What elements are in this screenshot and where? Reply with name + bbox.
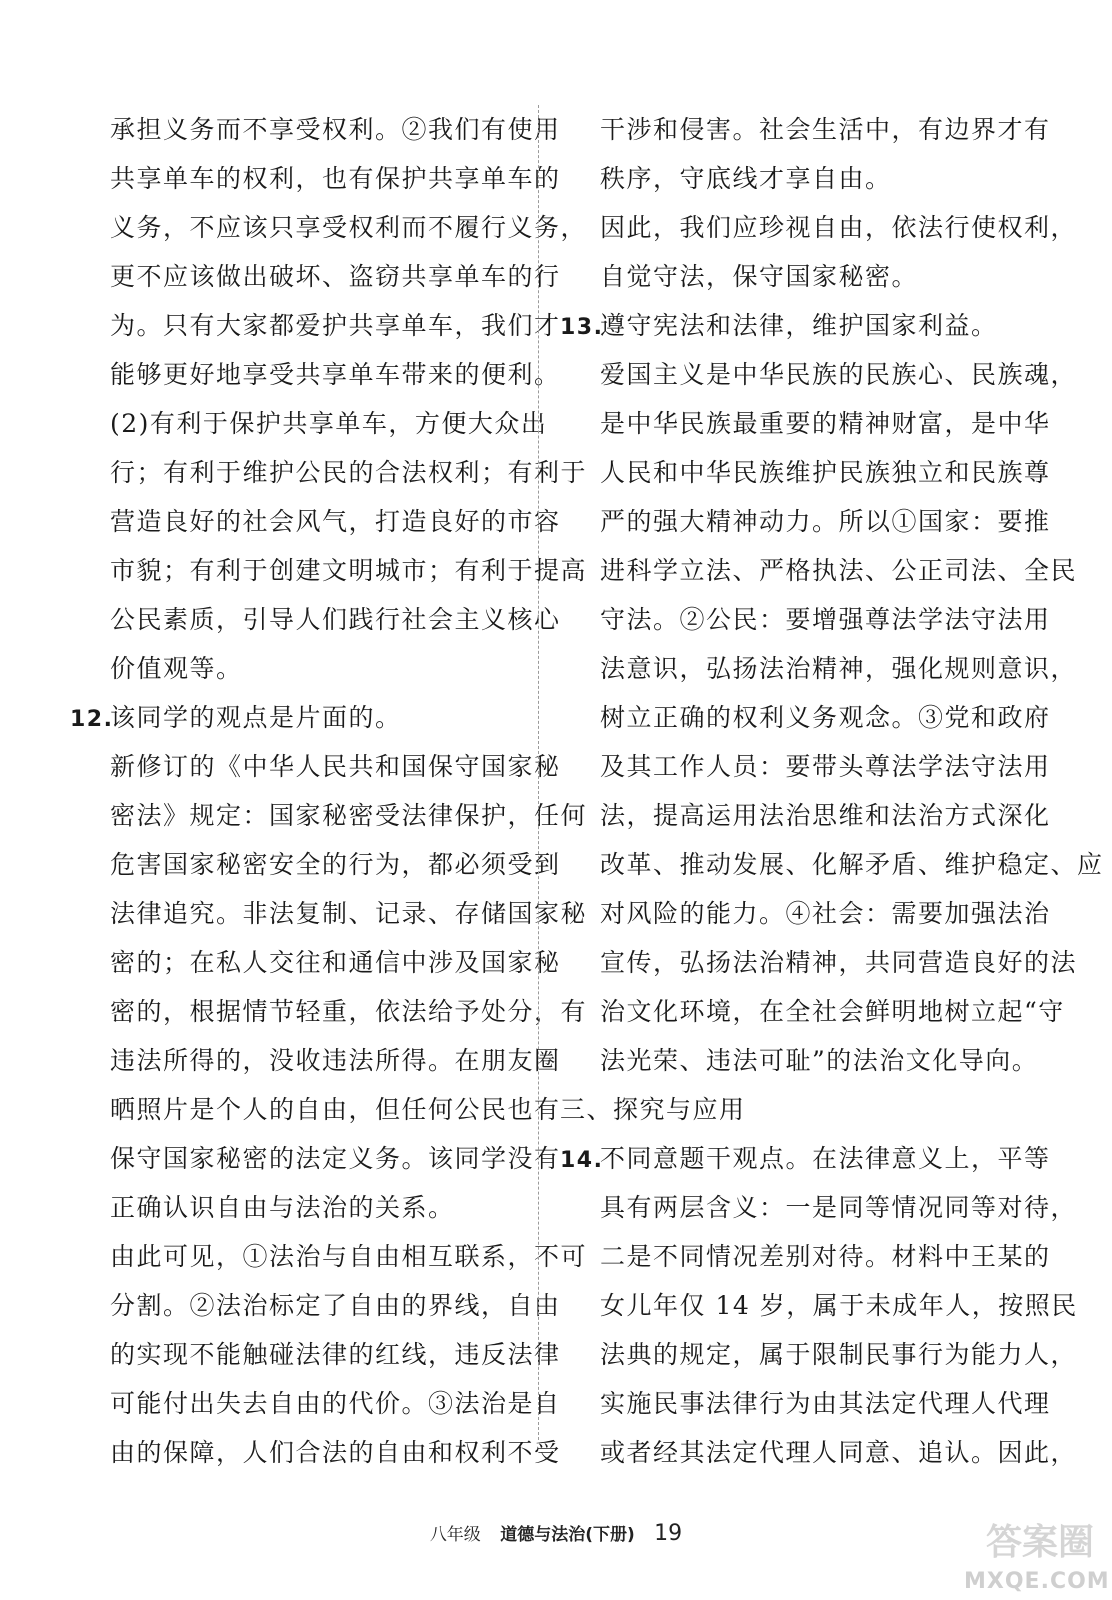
line-text: 法，提高运用法治思维和法治方式深化	[600, 801, 1051, 830]
text-line	[70, 252, 561, 301]
text-line	[70, 1183, 522, 1232]
line-text: 法典的规定，属于限制民事行为能力人，	[600, 1340, 1078, 1369]
line-text: 法律追究。非法复制、记录、存储国家秘	[110, 899, 588, 928]
line-text: 不同意题干观点。在法律意义上，平等	[600, 1144, 1051, 1173]
text-line	[560, 154, 990, 203]
question-number: 13.	[560, 315, 604, 340]
line-text: 可能付出失去自由的代价。③法治是自	[110, 1389, 561, 1418]
line-text: 具有两层含义：一是同等情况同等对待，	[600, 1193, 1078, 1222]
line-text: 或者经其法定代理人同意、追认。因此，	[600, 1438, 1078, 1467]
page-number: 19	[654, 1521, 683, 1546]
line-text: 营造良好的社会风气，打造良好的市容	[110, 507, 561, 536]
line-text: 危害国家秘密安全的行为，都必须受到	[110, 850, 561, 879]
line-text: 违法所得的，没收违法所得。在朋友圈	[110, 1046, 561, 1075]
line-text: 由的保障，人们合法的自由和权利不受	[110, 1438, 561, 1467]
line-text: 新修订的《中华人民共和国保守国家秘	[110, 752, 561, 781]
line-text: 干涉和侵害。社会生活中，有边界才有	[600, 115, 1051, 144]
text-line	[560, 889, 1051, 938]
text-line	[560, 1085, 990, 1134]
watermark	[964, 1514, 1110, 1594]
text-line	[70, 546, 588, 595]
text-line	[70, 1232, 588, 1281]
line-text: 改革、推动发展、化解矛盾、维护稳定、应	[600, 850, 1104, 879]
column-divider	[538, 105, 539, 1440]
text-line	[70, 350, 561, 399]
text-line	[560, 595, 1051, 644]
line-text: 能够更好地享受共享单车带来的便利。	[110, 360, 561, 389]
text-line	[70, 203, 588, 252]
text-line	[560, 1134, 1051, 1183]
line-text: 保守国家秘密的法定义务。该同学没有	[110, 1144, 561, 1173]
line-text: 晒照片是个人的自由，但任何公民也有	[110, 1095, 561, 1124]
line-text: 是中华民族最重要的精神财富，是中华	[600, 409, 1051, 438]
text-line	[560, 252, 990, 301]
line-text: 行；有利于维护公民的合法权利；有利于	[110, 458, 588, 487]
text-line	[70, 1134, 561, 1183]
text-line	[560, 1330, 1078, 1379]
line-text: 密的，根据情节轻重，依法给予处分，有	[110, 997, 588, 1026]
text-line	[560, 105, 1051, 154]
text-line	[560, 693, 1051, 742]
text-line	[560, 1281, 1078, 1330]
line-text: 治文化环境，在全社会鲜明地树立起“守	[600, 997, 1065, 1026]
text-line	[70, 1036, 561, 1085]
text-line	[560, 987, 1065, 1036]
line-text: 公民素质，引导人们践行社会主义核心	[110, 605, 561, 634]
line-text: 法光荣、违法可耻”的法治文化导向。	[600, 1046, 1039, 1075]
line-text: 该同学的观点是片面的。	[110, 703, 402, 732]
line-text: 正确认识自由与法治的关系。	[110, 1193, 455, 1222]
line-text: 的实现不能触碰法律的红线，违反法律	[110, 1340, 561, 1369]
line-text: 密的；在私人交往和通信中涉及国家秘	[110, 948, 561, 977]
text-line	[560, 546, 1078, 595]
text-line	[70, 105, 561, 154]
text-line	[560, 1036, 1039, 1085]
line-text: 严的强大精神动力。所以①国家：要推	[600, 507, 1051, 536]
line-text: 秩序，守底线才享自由。	[600, 164, 892, 193]
text-line	[560, 644, 1078, 693]
line-text: 实施民事法律行为由其法定代理人代理	[600, 1389, 1051, 1418]
text-line	[560, 497, 1051, 546]
text-line	[70, 1281, 561, 1330]
text-line	[70, 742, 561, 791]
line-text: 法意识，弘扬法治精神，强化规则意识，	[600, 654, 1078, 683]
watermark-logo: 答案圈	[985, 1522, 1094, 1563]
text-line	[70, 399, 548, 448]
line-text: 守法。②公民：要增强尊法学法守法用	[600, 605, 1051, 634]
text-line	[560, 301, 998, 350]
text-line	[560, 1232, 1051, 1281]
line-text: (2)有利于保护共享单车，方便大众出	[110, 409, 548, 438]
footer-subject: 道德与法治(下册)	[500, 1525, 635, 1545]
line-text: 义务，不应该只享受权利而不履行义务，	[110, 213, 588, 242]
text-line	[560, 1183, 1078, 1232]
text-line	[70, 1379, 561, 1428]
text-line	[70, 1330, 561, 1379]
line-text: 分割。②法治标定了自由的界线，自由	[110, 1291, 561, 1320]
text-line	[70, 301, 561, 350]
line-text: 自觉守法，保守国家秘密。	[600, 262, 919, 291]
line-text: 由此可见，①法治与自由相互联系，不可	[110, 1242, 588, 1271]
text-line	[560, 840, 1104, 889]
text-line	[70, 497, 561, 546]
line-text: 对风险的能力。④社会：需要加强法治	[600, 899, 1051, 928]
line-text: 爱国主义是中华民族的民族心、民族魂，	[600, 360, 1078, 389]
text-line	[70, 448, 588, 497]
line-text: 共享单车的权利，也有保护共享单车的	[110, 164, 561, 193]
text-line	[70, 987, 588, 1036]
text-line	[560, 350, 1078, 399]
watermark-site: MXQE.COM	[964, 1569, 1110, 1594]
line-text: 宣传，弘扬法治精神，共同营造良好的法	[600, 948, 1078, 977]
line-text: 市貌；有利于创建文明城市；有利于提高	[110, 556, 588, 585]
text-line	[560, 938, 1078, 987]
footer-grade: 八年级	[429, 1525, 481, 1545]
line-text: 为。只有大家都爱护共享单车，我们才	[110, 311, 561, 340]
line-text: 更不应该做出破坏、盗窃共享单车的行	[110, 262, 561, 291]
text-line	[560, 1428, 1078, 1477]
text-line	[560, 742, 1051, 791]
text-line	[560, 203, 1078, 252]
text-line	[70, 1428, 561, 1477]
question-number: 12.	[70, 707, 114, 732]
line-text: 三、探究与应用	[560, 1095, 746, 1124]
line-text: 二是不同情况差别对待。材料中王某的	[600, 1242, 1051, 1271]
right-column	[560, 105, 1104, 1477]
page-footer	[0, 1520, 1112, 1546]
text-line	[560, 399, 1051, 448]
text-line	[70, 1085, 561, 1134]
text-line	[70, 154, 561, 203]
line-text: 树立正确的权利义务观念。③党和政府	[600, 703, 1051, 732]
text-line	[560, 1379, 1051, 1428]
line-text: 价值观等。	[110, 654, 243, 683]
line-text: 及其工作人员：要带头尊法学法守法用	[600, 752, 1051, 781]
text-line	[70, 644, 522, 693]
line-text: 因此，我们应珍视自由，依法行使权利，	[600, 213, 1078, 242]
text-line	[70, 693, 522, 742]
text-line	[70, 889, 588, 938]
text-line	[560, 448, 1051, 497]
text-line	[70, 938, 561, 987]
line-text: 密法》规定：国家秘密受法律保护，任何	[110, 801, 588, 830]
line-text: 遵守宪法和法律，维护国家利益。	[600, 311, 998, 340]
text-line	[70, 840, 561, 889]
text-line	[70, 791, 588, 840]
line-text: 进科学立法、严格执法、公正司法、全民	[600, 556, 1078, 585]
question-number: 14.	[560, 1148, 604, 1173]
line-text: 承担义务而不享受权利。②我们有使用	[110, 115, 561, 144]
line-text: 女儿年仅 14 岁，属于未成年人，按照民	[600, 1291, 1078, 1320]
text-line	[560, 791, 1051, 840]
text-line	[70, 595, 561, 644]
line-text: 人民和中华民族维护民族独立和民族尊	[600, 458, 1051, 487]
